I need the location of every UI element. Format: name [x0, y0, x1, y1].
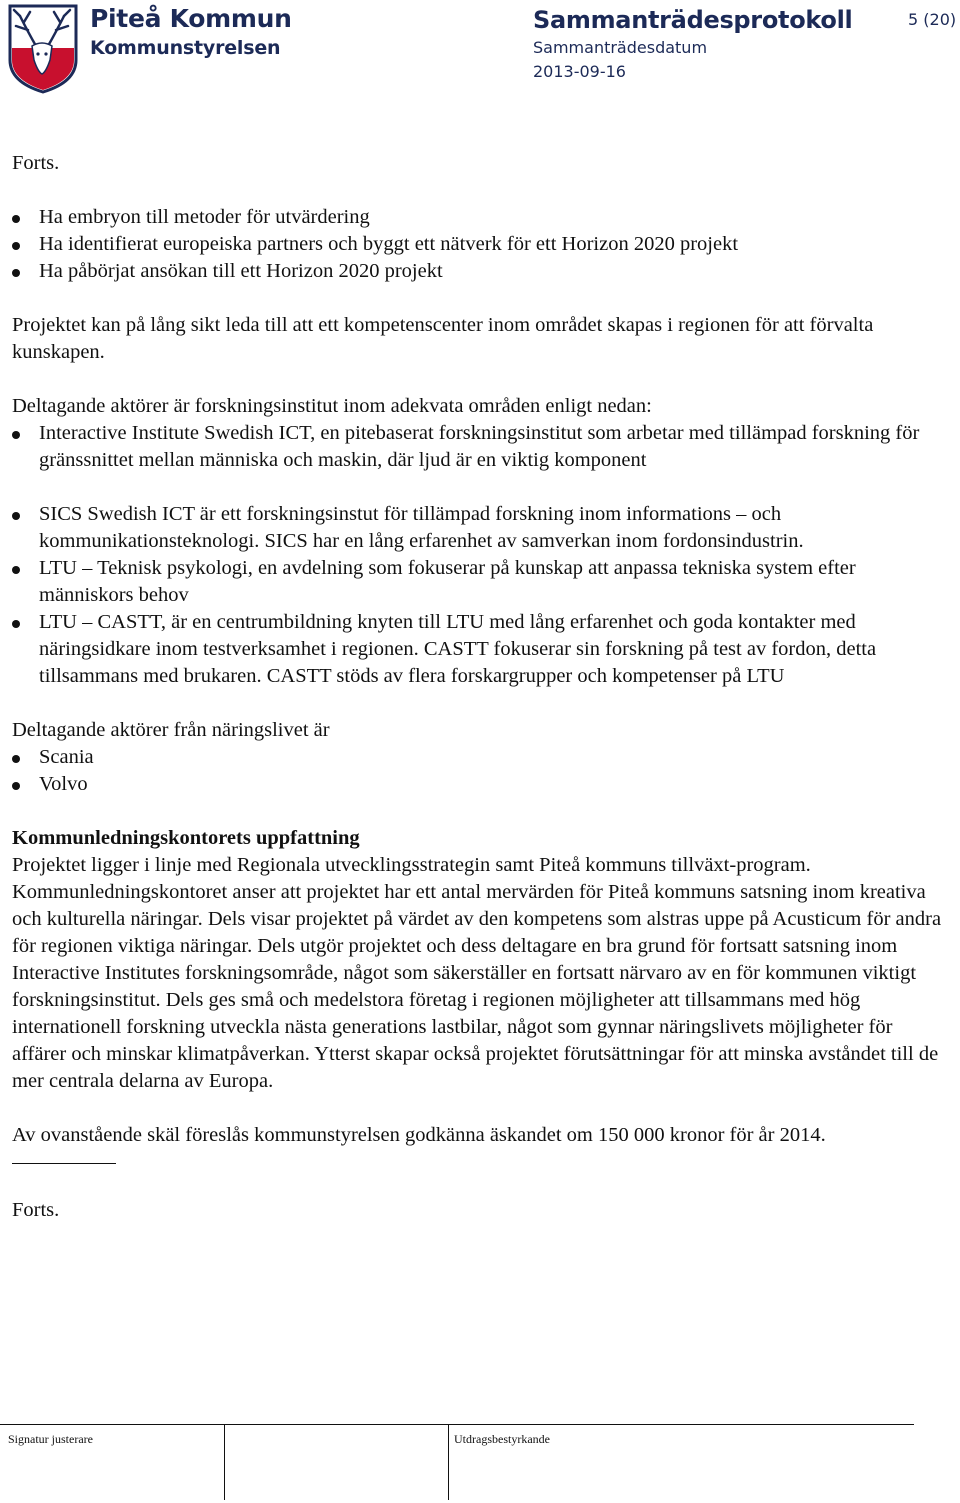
page-header [0, 0, 960, 100]
paragraph: Deltagande aktörer är forskningsinstitut inom adekvata områden enligt nedan: [12, 395, 652, 417]
org-name: Piteå Kommun [90, 4, 292, 33]
goals-list [12, 204, 942, 285]
bullet-icon [12, 755, 20, 763]
industry-actors-list [12, 744, 942, 798]
page-number: 5 (20) [908, 10, 957, 29]
date-label: Sammanträdesdatum [533, 38, 708, 57]
separator-line [12, 1149, 116, 1164]
bullet-icon [12, 566, 20, 574]
list-item: Ha embryon till metoder för utvärdering [12, 204, 942, 231]
organization-block [90, 4, 292, 62]
list-item: Interactive Institute Swedish ICT, en pitebaserat forskningsinstitut som arbetar med tillämpad forskning för gränssnittet mellan människa och maskin, där ljud är en viktig komponent [12, 420, 942, 474]
extract-box [448, 1424, 449, 1500]
bullet-icon [12, 242, 20, 250]
protocol-block [533, 4, 852, 84]
bullet-icon [12, 620, 20, 628]
paragraph: Av ovanstående skäl föreslås kommunstyrelsen godkänna äskandet om 150 000 kronor för år 2014. [12, 1124, 826, 1146]
list-item: LTU – Teknisk psykologi, en avdelning som fokuserar på kunskap att anpassa tekniska system efter människors behov [12, 555, 942, 609]
extract-label: Utdragsbestyrkande [454, 1432, 550, 1446]
doc-type-title: Sammanträdesprotokoll [533, 6, 853, 34]
paragraph: Deltagande aktörer från näringslivet är [12, 719, 330, 741]
bullet-icon [12, 782, 20, 790]
meeting-date: 2013-09-16 [533, 62, 626, 81]
forts-bottom: Forts. [12, 1199, 60, 1221]
list-item: SICS Swedish ICT är ett forskningsinstut för tillämpad forskning inom informations – och kommunikationsteknologi. SICS har en lång erfarenhet av samverkan inom fordonsindustrin. [12, 501, 942, 555]
list-item: Scania [12, 744, 942, 771]
reindeer-coat-of-arms-icon [6, 2, 80, 94]
department-name: Kommunstyrelsen [90, 37, 281, 59]
paragraph: Projektet kan på lång sikt leda till att ett kompetenscenter inom området skapas i regionen för att förvalta kunskapen. [12, 314, 874, 363]
footer-divider [0, 1424, 914, 1425]
list-item: Ha identifierat europeiska partners och byggt ett nätverk för ett Horizon 2020 projekt [12, 231, 942, 258]
list-item: Ha påbörjat ansökan till ett Horizon 2020 projekt [12, 258, 942, 285]
paragraph: Projektet ligger i linje med Regionala utvecklingsstrategin samt Piteå kommuns tillväxt-program. Kommunledningskontoret anser att projektet har ett antal mervärden för Piteå kommuns satsning inom kreativa och kulturella näringar. Dels visar projektet på värdet av den kompetens som alstras uppe på Acusticum för andra för regionen viktiga näringar. Dels utgör projektet och dess deltagare en bra grund för fortsatt satsning inom Interactive Institutes forskningsområde, något som säkerställer en fortsatt närvaro av en för kommunen viktigt forskningsinstitut. Dels ges små och medelstora företag i regionen möjligheter att tillsammans med hög internationell forskning utveckla nästa generations lastbilar, något som gynnar näringslivets möjligheter för affärer och minskar klimatpåverkan. Ytterst skapar också projektet förutsättningar för att minska avståndet till de mer centrala delarna av Europa. [12, 854, 942, 1092]
forts-top: Forts. [12, 152, 60, 174]
signature-label: Signatur justerare [8, 1432, 93, 1446]
research-actors-list [12, 420, 942, 690]
list-item: LTU – CASTT, är en centrumbildning knyten till LTU med lång erfarenhet och goda kontakter med näringsidkare inom testverksamhet i regionen. CASTT fokuserar sin forskning på test av fordon, detta tillsammans med brukaren. CASTT stöds av flera forskargrupper och kompetenser på LTU [12, 609, 942, 690]
bullet-icon [12, 512, 20, 520]
signature-box [224, 1424, 225, 1500]
section-heading: Kommunledningskontorets uppfattning [12, 827, 360, 849]
bullet-icon [12, 269, 20, 277]
list-item: Volvo [12, 771, 942, 798]
bullet-icon [12, 215, 20, 223]
document-body [12, 150, 942, 1224]
bullet-icon [12, 431, 20, 439]
signature-footer [0, 1424, 960, 1503]
